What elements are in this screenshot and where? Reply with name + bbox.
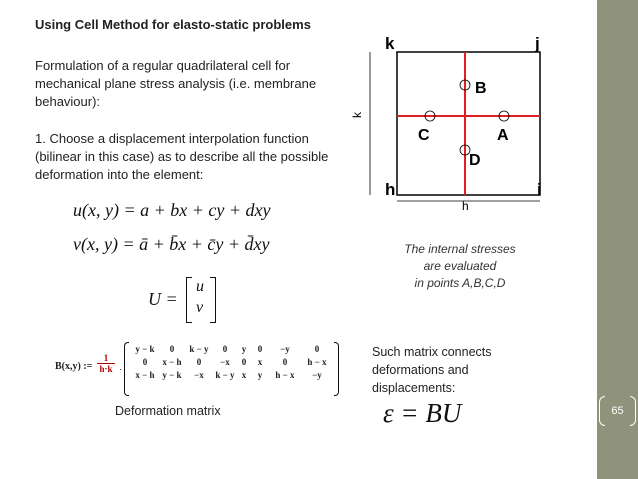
U-lhs: U = (148, 289, 178, 309)
dim-k-label: k (350, 112, 364, 118)
u-equation: u(x, y) = a + bx + cy + dxy (73, 200, 271, 220)
U-vector-u: u (196, 278, 204, 295)
stress-caption: The internal stresses are evaluated in points A,B,C,D (404, 242, 516, 290)
U-vector (186, 277, 216, 323)
deformation-matrix-label: Deformation matrix (115, 404, 221, 418)
page-number-badge (597, 392, 638, 430)
matrix-body: y − k 0 k − y 0 y 0 −y 0 0 x − h 0 −x 0 x 0 h − x x − h y − k −x k − y x y h − x −y (135, 344, 327, 380)
cell-diagram (345, 30, 560, 210)
slide-title: Using Cell Method for elasto-static problems (35, 17, 311, 32)
U-vector-v: v (196, 299, 204, 316)
corner-j-label: j (535, 34, 540, 53)
corner-h-label: h (385, 180, 396, 199)
dim-h-label: h (462, 199, 469, 210)
point-D-label: D (469, 152, 481, 169)
corner-k-label: k (385, 34, 395, 53)
page-number: 65 (611, 405, 624, 417)
deformation-matrix: B(x,y) := 1 h·k · y − k 0 k − y 0 y 0 −y 0 0 x − h 0 −x 0 x 0 h − x x − h y − k −x k − y x y h − x −y (55, 341, 355, 397)
intro-paragraph: Formulation of a regular quadrilateral cell for mechanical plane stress analysis (i.e. membrane behaviour): (35, 58, 317, 109)
cell-square (397, 52, 540, 195)
step1-paragraph: 1. Choose a displacement interpolation function (bilinear in this case) as to describe all the possible deformation into the element: (35, 131, 329, 182)
v-equation: v(x, y) = ā + b̄x + c̄y + d̄xy (73, 234, 270, 254)
matrix-fraction: 1 h·k (97, 353, 115, 374)
corner-i-label: i (537, 180, 542, 199)
point-C-label: C (418, 127, 430, 144)
epsilon-formula: ε = BU (383, 398, 462, 428)
point-B-label: B (475, 80, 487, 97)
matrix-lhs: B(x,y) := (55, 361, 93, 372)
point-A-label: A (497, 127, 509, 144)
matrix-note: Such matrix connects deformations and displacements: (372, 345, 492, 395)
